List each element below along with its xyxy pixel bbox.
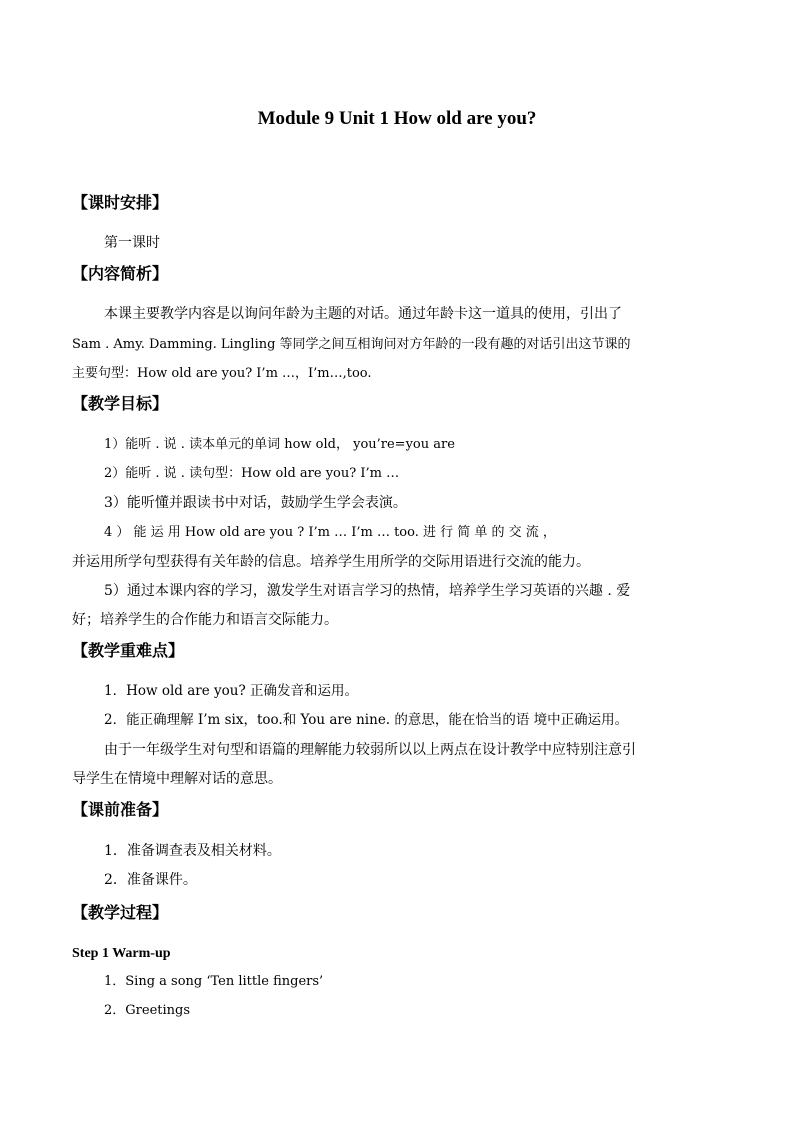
process-line: 2．Greetings	[104, 1003, 191, 1018]
step-title: Step 1 Warm-up	[72, 946, 171, 961]
content-line: 本课主要教学内容是以询问年龄为主题的对话。通过年龄卡这一道具的使用，引出了	[104, 306, 622, 322]
goal-line: 2）能听 . 说 . 读句型：How old are you? I’m …	[104, 466, 400, 481]
preparation-line: 1．准备调查表及相关材料。	[104, 843, 281, 859]
heading-preparation: 【课前准备】	[72, 800, 169, 819]
preparation-line: 2．准备课件。	[104, 872, 197, 888]
heading-keypoints: 【教学重难点】	[72, 641, 185, 660]
goal-line: 好；培养学生的合作能力和语言交际能力。	[72, 612, 338, 628]
heading-goals: 【教学目标】	[72, 394, 169, 413]
process-line: 1．Sing a song ‘Ten little fingers’	[104, 974, 324, 989]
keypoint-line: 导学生在情境中理解对话的意思。	[72, 771, 282, 787]
content-line: Sam . Amy. Damming. Lingling 等同学之间互相询问对方年龄的一段有趣的对话引出这节课的	[72, 337, 631, 352]
content-line: 主要句型：How old are you? I’m …，I’m…,too.	[72, 366, 372, 381]
goal-line: 3）能听懂并跟读书中对话，鼓励学生学会表演。	[104, 495, 407, 511]
goal-line: 4 ） 能 运 用 How old are you ? I’m … I’m … too. 进 行 简 单 的 交 流 ，	[104, 525, 556, 540]
schedule-line: 第一课时	[104, 235, 160, 251]
keypoint-line: 2．能正确理解 I’m six，too.和 You are nine. 的意思，能在恰当的语 境中正确运用。	[104, 712, 629, 728]
keypoint-line: 由于一年级学生对句型和语篇的理解能力较弱所以以上两点在设计教学中应特别注意引	[104, 742, 636, 758]
heading-process: 【教学过程】	[72, 903, 169, 922]
goal-line: 并运用所学句型获得有关年龄的信息。培养学生用所学的交际用语进行交流的能力。	[72, 554, 590, 570]
heading-content: 【内容简析】	[72, 264, 169, 283]
document-title: Module 9 Unit 1 How old are you?	[257, 108, 537, 129]
goal-line: 1）能听 . 说 . 读本单元的单词 how old， you’re=you are	[104, 437, 455, 452]
keypoint-line: 1．How old are you? 正确发音和运用。	[104, 683, 358, 699]
heading-schedule: 【课时安排】	[72, 193, 169, 212]
goal-line: 5）通过本课内容的学习，激发学生对语言学习的热情，培养学生学习英语的兴趣 . 爱	[104, 583, 631, 599]
